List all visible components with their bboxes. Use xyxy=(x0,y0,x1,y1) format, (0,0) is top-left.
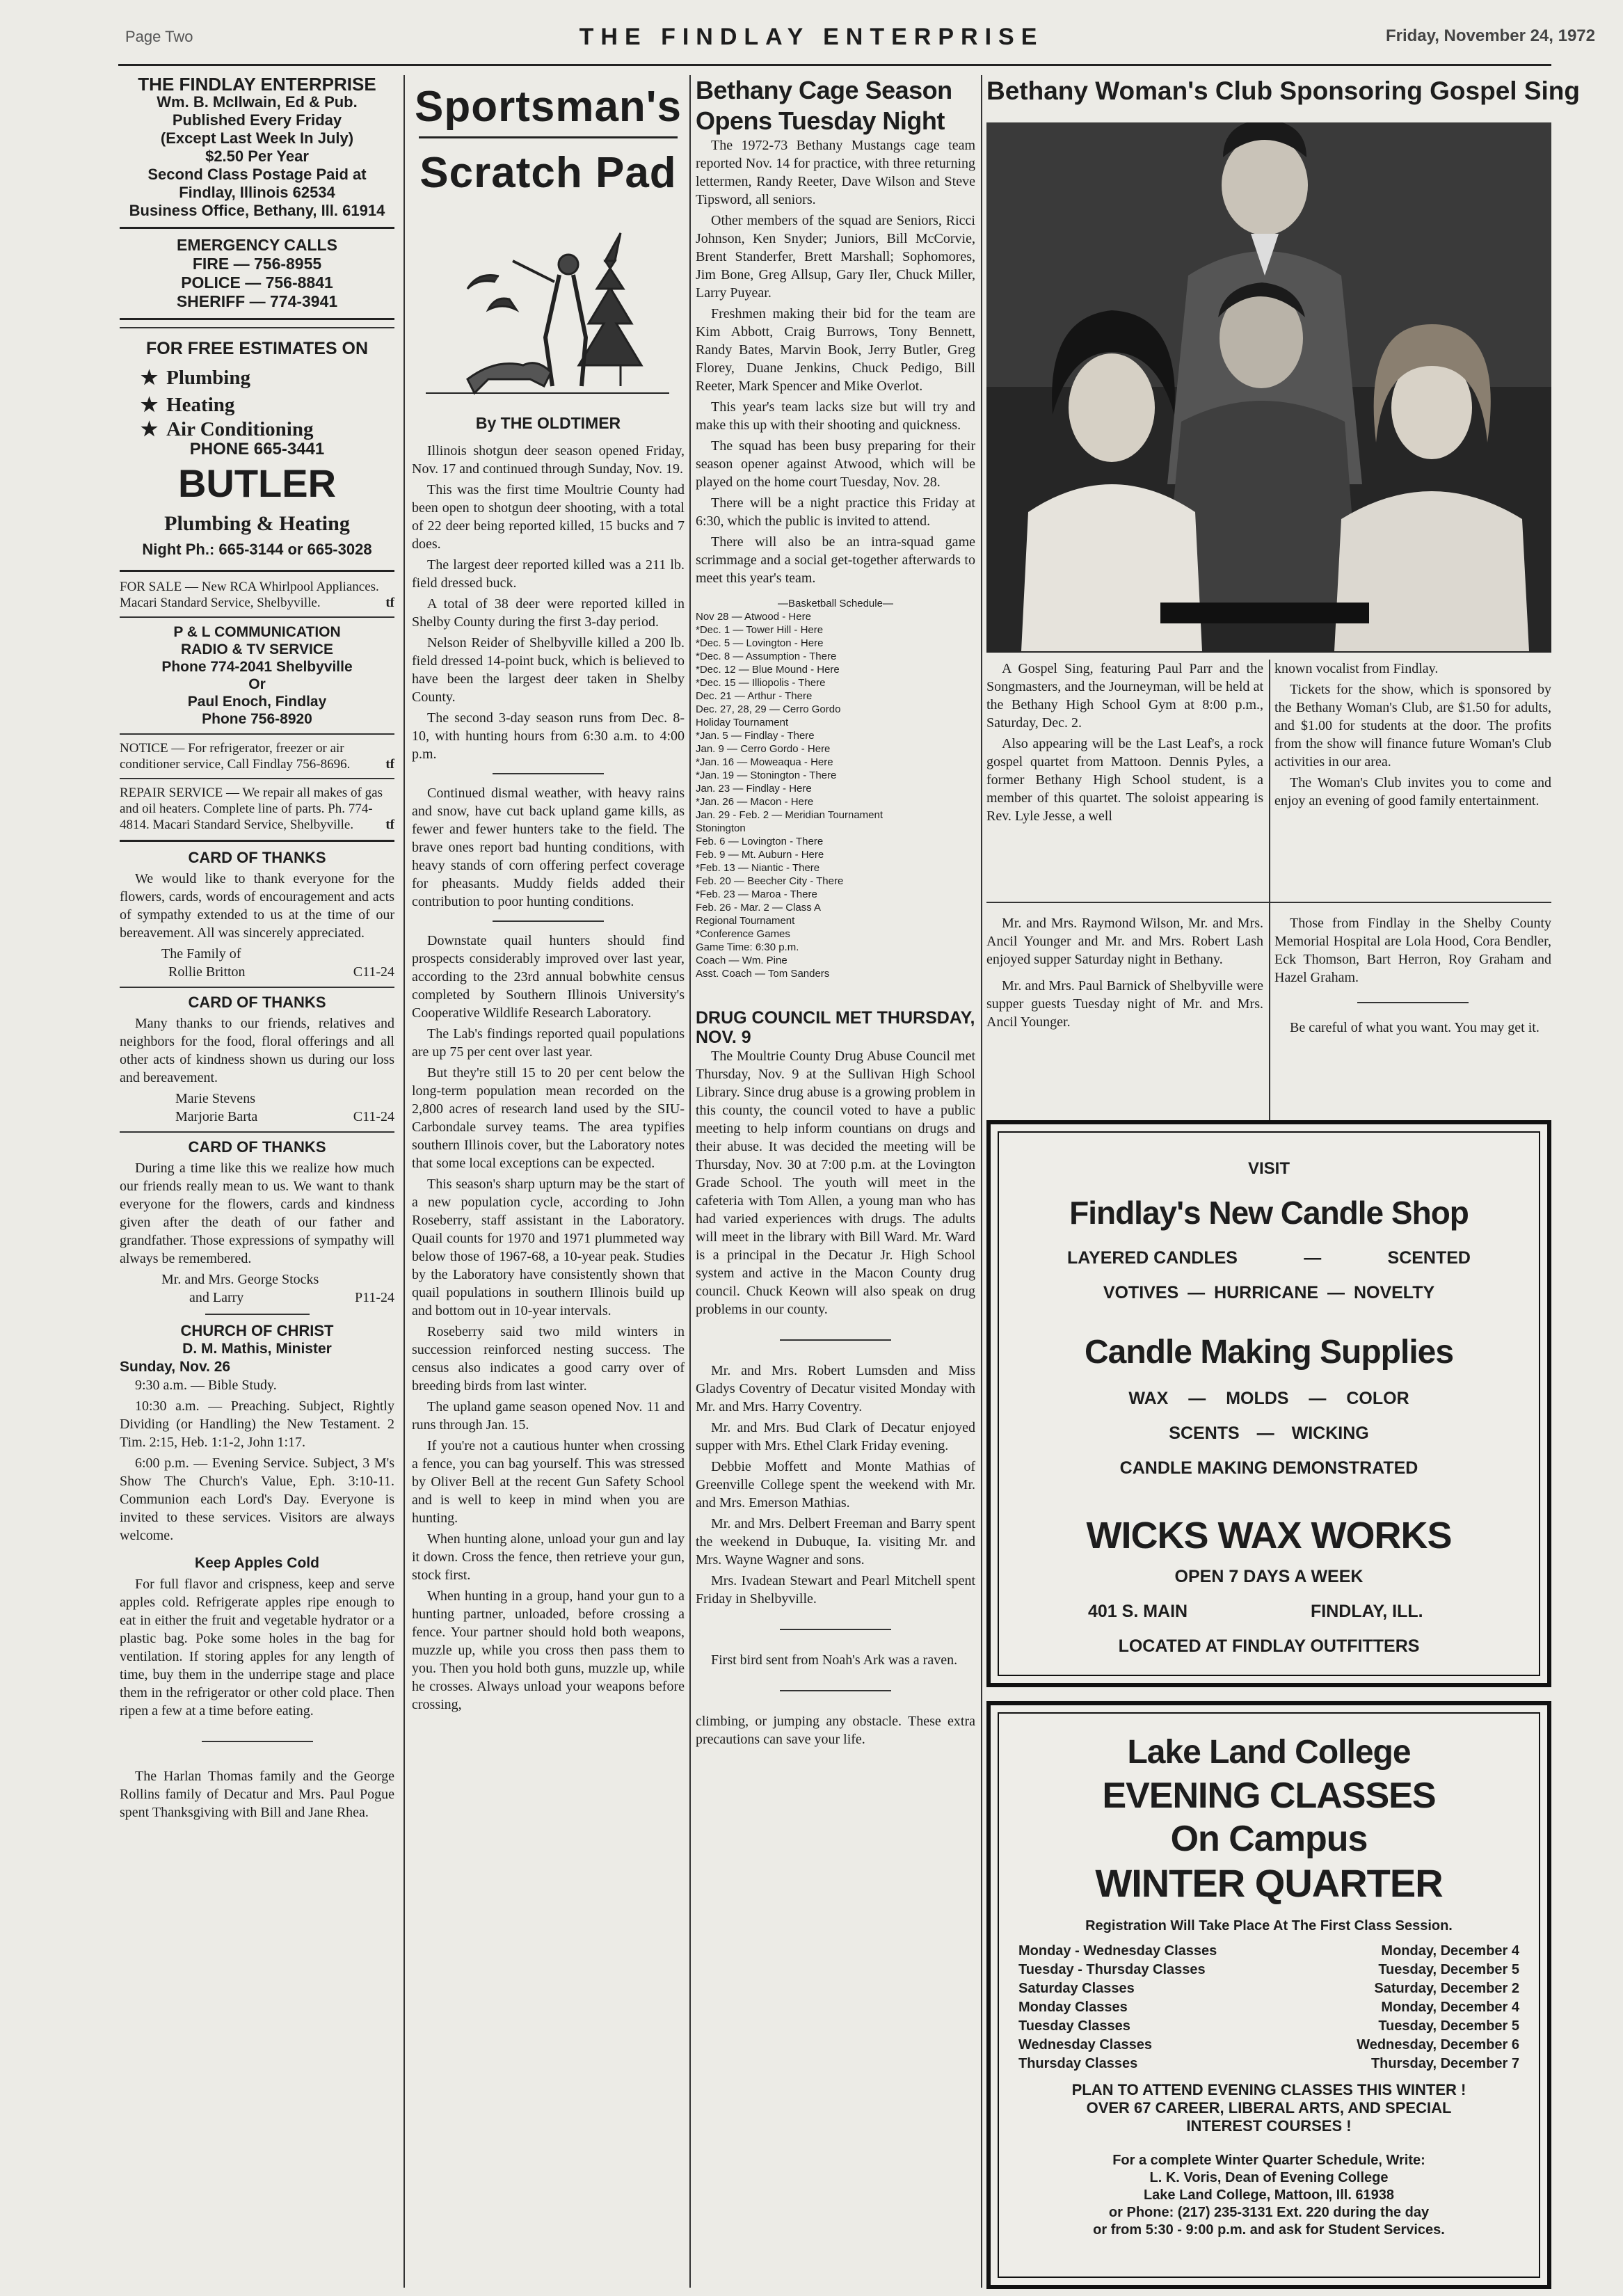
divider xyxy=(120,327,394,328)
card-sign: and Larry xyxy=(189,1290,244,1305)
apples-article xyxy=(120,1554,394,1720)
schedule-line: Holiday Tournament xyxy=(696,717,789,728)
schedule-line: Feb. 9 — Mt. Auburn - Here xyxy=(696,849,824,861)
schedule-line: Nov 28 — Atwood - Here xyxy=(696,611,811,623)
candle-shop-ad xyxy=(986,1120,1551,1687)
card-sign: Marie Stevens xyxy=(175,1091,255,1106)
paper-info-box xyxy=(120,75,394,220)
title-rule xyxy=(419,136,678,138)
class-row xyxy=(1018,1979,1519,1998)
divider xyxy=(493,920,604,922)
gospel-article-right xyxy=(1274,660,1551,813)
ad-row2: VOTIVES — HURRICANE — NOVELTY xyxy=(1103,1283,1435,1302)
page-header xyxy=(0,0,1623,77)
schedule-line: *Feb. 23 — Maroa - There xyxy=(696,888,817,900)
schedule-line: Feb. 26 - Mar. 2 — Class A xyxy=(696,902,822,914)
divider xyxy=(202,1741,313,1742)
drug-headline: DRUG COUNCIL MET THURSDAY, NOV. 9 xyxy=(696,1008,975,1047)
header-rule xyxy=(118,64,1551,66)
butler-sub: Plumbing & Heating xyxy=(164,512,350,535)
class-row xyxy=(1018,1998,1519,2017)
college-name: Lake Land College xyxy=(1127,1734,1411,1771)
schedule-line: Feb. 20 — Beecher City - There xyxy=(696,875,844,887)
class-name: Tuesday Classes xyxy=(1018,2018,1130,2034)
emergency-title: EMERGENCY CALLS xyxy=(177,236,337,254)
schedule-line: *Jan. 26 — Macon - Here xyxy=(696,796,814,808)
class-row xyxy=(1018,2017,1519,2036)
sportsman-title xyxy=(412,78,685,202)
butler-item-label: Air Conditioning xyxy=(166,418,314,440)
card-of-thanks-3 xyxy=(120,1138,394,1307)
noah-item: First bird sent from Noah's Ark was a raven. xyxy=(711,1652,958,1668)
card-code: C11-24 xyxy=(353,964,394,980)
card-code: P11-24 xyxy=(354,1290,394,1305)
college-evening: EVENING CLASSES xyxy=(1102,1776,1436,1816)
college-contact xyxy=(991,2152,1547,2239)
emergency-police: POLICE — 756-8841 xyxy=(181,273,333,292)
star-icon: ★ xyxy=(141,367,159,389)
paper-price: $2.50 Per Year xyxy=(205,148,309,165)
ad-title: Findlay's New Candle Shop xyxy=(1069,1195,1469,1231)
plan-line: PLAN TO ATTEND EVENING CLASSES THIS WINTER ! xyxy=(1071,2081,1466,2098)
social-item: Mr. and Mrs. Paul Barnick of Shelbyville were supper guests Tuesday night of Mr. and Mrs. Ancil Younger. xyxy=(986,978,1263,1030)
divider xyxy=(120,227,394,229)
divider xyxy=(120,570,394,572)
pl-title: P & L COMMUNICATION xyxy=(173,624,341,640)
class-date: Monday, December 4 xyxy=(1381,1943,1519,1959)
pl-phone: Phone 774-2041 Shelbyville xyxy=(161,659,353,675)
ad-row3: WAX — MOLDS — COLOR xyxy=(1128,1389,1409,1408)
card-body: We would like to thank everyone for the flowers, cards, words of encouragement and acts of sympathy extended to us at the time of our bereavement. All was sincerely appreciated. xyxy=(120,871,394,941)
article-paragraph: There will also be an intra-squad game scrimmage and a social get-together afterwards to meet this year's team. xyxy=(696,534,975,586)
star-icon: ★ xyxy=(141,419,159,440)
class-date: Thursday, December 7 xyxy=(1370,2056,1519,2071)
divider xyxy=(120,987,394,988)
article-paragraph: The largest deer reported killed was a 211 lb. field dressed buck. xyxy=(412,557,685,591)
schedule-line: Jan. 23 — Findlay - Here xyxy=(696,783,812,795)
for-sale-text: FOR SALE — New RCA Whirlpool Appliances. Macari Standard Service, Shelbyville. xyxy=(120,580,379,610)
article-paragraph: The Lab's findings reported quail populations are up 75 per cent over last year. xyxy=(412,1026,685,1060)
notice-text: NOTICE — For refrigerator, freezer or air conditioner service, Call Findlay 756-8696. xyxy=(120,741,351,772)
class-date: Monday, December 4 xyxy=(1381,2000,1519,2015)
article-paragraph: known vocalist from Findlay. xyxy=(1274,661,1439,676)
gospel-headline: Bethany Woman's Club Sponsoring Gospel Sing xyxy=(986,77,1581,105)
article-paragraph: This season's sharp upturn may be the start of a new population cycle, according to John Roseberry, staff assistant in the Laboratory. Quail counts for 1970 and 1971 plummeted way below those of 1967-68, a 10-year peak. Studies by the Laboratory have consistently shown that quail populations in southern Illinois build up and bottom out in 10-year intervals. xyxy=(412,1177,685,1318)
church-line: 10:30 a.m. — Preaching. Subject, Rightly Dividing (or Handling) the New Testament. 2 Tim. 2:15, Heb. 1:1-2, John 1:17. xyxy=(120,1398,394,1450)
ad-demo: CANDLE MAKING DEMONSTRATED xyxy=(1119,1458,1418,1478)
column-3 xyxy=(696,75,975,1751)
article-paragraph: The 1972-73 Bethany Mustangs cage team reported Nov. 14 for practice, with three returning lettermen, Randy Reeter, Dave Wilson and Steve Tipsword, all seniors. xyxy=(696,138,975,207)
repair-tag: tf xyxy=(385,818,394,832)
article-paragraph: A Gospel Sing, featuring Paul Parr and the Songmasters, and the Journeyman, will be held at the Bethany High School Gym at 8:00 p.m., Saturday, Dec. 2. xyxy=(986,661,1263,731)
byline: By THE OLDTIMER xyxy=(475,414,621,432)
butler-name: BUTLER xyxy=(177,461,337,505)
article-paragraph: The squad has been busy preparing for their season opener against Atwood, which will be played on the home court Tuesday, Nov. 28. xyxy=(696,438,975,490)
repair-ad xyxy=(120,785,394,833)
article-paragraph: When hunting in a group, hand your gun to a hunting partner, unloaded, before crossing a fence. Your partner should hold both weapons, muzzle up, while you cross then pass them to you. Then you hold both guns, muzzle up, while he crosses. Always unload your weapons before crossing, xyxy=(412,1588,685,1712)
card-title: CARD OF THANKS xyxy=(188,994,326,1011)
social-item: Those from Findlay in the Shelby County Memorial Hospital are Lola Hood, Cora Bendler, Eck Thomson, Bart Herron, Roy Graham and Hazel Graham. xyxy=(1274,916,1551,985)
gospel-photo xyxy=(986,122,1551,653)
pl-communication-ad xyxy=(120,623,394,728)
butler-item-label: Heating xyxy=(166,394,235,416)
hunter-illustration xyxy=(412,205,685,407)
article-paragraph: A total of 38 deer were reported killed in Shelby County during the first 3-day period. xyxy=(412,596,685,630)
for-sale-ad xyxy=(120,579,394,611)
card-of-thanks-2 xyxy=(120,994,394,1126)
schedule-line: *Dec. 8 — Assumption - There xyxy=(696,651,837,662)
article-paragraph: But they're still 15 to 20 per cent below the long-term population mean recorded on the 2,800 acres of research land used by the SIU-Carbondale survey teams. The area typifies southern Illinois cover, but the Laboratory notes that some local exceptions can be expected. xyxy=(412,1065,685,1171)
divider xyxy=(120,840,394,842)
article-paragraph: The Woman's Club invites you to come and enjoy an evening of good family entertainment. xyxy=(1274,775,1551,808)
social-item: Mr. and Mrs. Robert Lumsden and Miss Gladys Coventry of Decatur visited Monday with Mr. and Mrs. Harry Coventry. xyxy=(696,1363,975,1414)
class-name: Wednesday Classes xyxy=(1018,2037,1152,2052)
church-line: 6:00 p.m. — Evening Service. Subject, 3 M's Show The Church's Value, Eph. 3:10-11. Communion each Lord's Day. Everyone is invited to these services. Visitors are always welcome. xyxy=(120,1456,394,1543)
church-minister: D. M. Mathis, Minister xyxy=(182,1341,332,1357)
divider xyxy=(1357,1002,1469,1003)
paper-postage: Second Class Postage Paid at xyxy=(147,166,367,183)
social-item: Mr. and Mrs. Raymond Wilson, Mr. and Mrs. Ancil Younger and Mr. and Mrs. Robert Lash enjoyed supper Saturday night in Bethany. xyxy=(986,916,1263,967)
article-paragraph: Tickets for the show, which is sponsored by the Bethany Woman's Club, are $1.50 for adults, and $1.00 for students at the door. The profits from the show will finance future Woman's Club activities in our area. xyxy=(1274,682,1551,770)
ad-dash: — xyxy=(1304,1248,1322,1268)
church-title: CHURCH OF CHRIST xyxy=(180,1322,334,1339)
card-of-thanks-1 xyxy=(120,849,394,981)
class-date: Wednesday, December 6 xyxy=(1357,2037,1519,2052)
plan-line: INTEREST COURSES ! xyxy=(1186,2117,1352,2135)
pl-phone2: Phone 756-8920 xyxy=(202,711,312,727)
schedule-line: Coach — Wm. Pine xyxy=(696,955,787,966)
column-1 xyxy=(120,75,394,1824)
class-row xyxy=(1018,1961,1519,1979)
article-paragraph: Freshmen making their bid for the team are Kim Abbott, Craig Burrows, Tony Bennett, Randy Bates, Marvin Book, Jerry Butler, Greg Florey, Duane Jenkins, Chuck Pedigo, Bill Reeter, Mark Spencer and Mike Overlot. xyxy=(696,306,975,394)
butler-ad-title: FOR FREE ESTIMATES ON xyxy=(146,339,368,358)
divider xyxy=(120,778,394,779)
basketball-schedule xyxy=(696,610,975,980)
pl-service: RADIO & TV SERVICE xyxy=(181,641,333,657)
butler-item-air xyxy=(141,419,394,440)
title-line-2: Scratch Pad xyxy=(419,149,677,197)
church-date: Sunday, Nov. 26 xyxy=(120,1359,231,1375)
paper-exception: (Except Last Week In July) xyxy=(160,129,354,147)
masthead: THE FINDLAY ENTERPRISE xyxy=(579,24,1044,50)
apples-title: Keep Apples Cold xyxy=(195,1555,319,1571)
star-icon: ★ xyxy=(141,394,159,416)
harlan-item: The Harlan Thomas family and the George Rollins family of Decatur and Mrs. Paul Pogue spent Thanksgiving with Bill and Jane Rhea. xyxy=(120,1769,394,1820)
class-name: Monday - Wednesday Classes xyxy=(1018,1943,1217,1959)
article-paragraph: Also appearing will be the Last Leaf's, a rock gospel quartet from Mattoon. Dennis Pyles, a former Bethany High School student, is a member of this quartet. The soloist appearing is Rev. Lyle Jesse, a well xyxy=(986,736,1263,824)
college-registration: Registration Will Take Place At The First Class Session. xyxy=(1085,1918,1453,1934)
plan-line: OVER 67 CAREER, LIBERAL ARTS, AND SPECIAL xyxy=(1086,2099,1452,2116)
card-sign: Rollie Britton xyxy=(168,964,246,980)
schedule-line: Stonington xyxy=(696,822,746,834)
schedule-line: *Dec. 15 — Illiopolis - There xyxy=(696,677,826,689)
ad-visit: VISIT xyxy=(1247,1159,1290,1178)
card-sign: The Family of xyxy=(161,946,241,962)
divider xyxy=(493,773,604,774)
notice-ad xyxy=(120,740,394,772)
social-item: Mr. and Mrs. Bud Clark of Decatur enjoyed supper with Mrs. Ethel Clark Friday evening. xyxy=(696,1420,975,1453)
gospel-article-left xyxy=(986,660,1263,828)
contact-line: Lake Land College, Mattoon, Ill. 61938 xyxy=(1143,2187,1395,2203)
ad-location: LOCATED AT FINDLAY OUTFITTERS xyxy=(1118,1636,1420,1656)
church-line: 9:30 a.m. — Bible Study. xyxy=(135,1378,277,1393)
social-item: Debbie Moffett and Monte Mathias of Greenville College spent the weekend with Mr. and Mrs. Emerson Mathias. xyxy=(696,1459,975,1510)
schedule-line: *Dec. 5 — Lovington - Here xyxy=(696,637,824,649)
butler-phone: PHONE 665-3441 xyxy=(189,440,325,459)
social-left xyxy=(986,914,1263,1034)
schedule-line: *Jan. 5 — Findlay - There xyxy=(696,730,815,742)
schedule-line: Game Time: 6:30 p.m. xyxy=(696,941,799,953)
emergency-fire: FIRE — 756-8955 xyxy=(192,255,322,273)
social-right xyxy=(1274,914,1551,1039)
ad-address: 401 S. MAIN xyxy=(1088,1602,1188,1621)
social-item: Mrs. Ivadean Stewart and Pearl Mitchell spent Friday in Shelbyville. xyxy=(696,1573,975,1607)
divider xyxy=(780,1629,891,1630)
divider xyxy=(120,318,394,320)
column-rule xyxy=(689,75,691,2288)
drug-body: The Moultrie County Drug Abuse Council met Thursday, Nov. 9 at the Sullivan High School Library. Since drug abuse is a growing problem in this county, the council voted to have a public meeting to help inform countians on drugs and their abuse. It was decided the meeting will be Thursday, Nov. 30 at 7:00 p.m. at the Lovington Grade School. The youth will meet in the cafeteria with Tom Allen, a young man who has had varied experiences with drugs. The adults will meet in the library with Bill Ward. Mr. Ward is a principal in the Decatur Jr. High School system and active in the Macon County drug council. Chuck Keown will also speak on drug problems in our county. xyxy=(696,1049,975,1317)
card-code: C11-24 xyxy=(353,1109,394,1124)
card-sign: Marjorie Barta xyxy=(175,1109,258,1124)
class-row xyxy=(1018,2036,1519,2055)
schedule-line: Dec. 27, 28, 29 — Cerro Gordo xyxy=(696,703,841,715)
card-body: Many thanks to our friends, relatives and neighbors for the food, floral offerings and all other acts of kindness shown us during our loss and bereavement. xyxy=(120,1016,394,1085)
schedule-title: —Basketball Schedule— xyxy=(778,598,893,609)
divider xyxy=(120,616,394,618)
schedule-line: *Jan. 16 — Moweaqua - Here xyxy=(696,756,833,768)
paper-editor: Wm. B. McIlwain, Ed & Pub. xyxy=(157,93,358,111)
article-paragraph: There will be a night practice this Friday at 6:30, which the public is invited to attend. xyxy=(696,495,975,529)
article-paragraph: This was the first time Moultrie County had been open to shotgun deer shooting, with a total of 22 deer being reported killed, 15 bucks and 7 does. xyxy=(412,482,685,552)
schedule-line: *Jan. 19 — Stonington - There xyxy=(696,770,837,781)
pl-or: Or xyxy=(248,676,266,692)
card-title: CARD OF THANKS xyxy=(188,849,326,866)
article-paragraph: Illinois shotgun deer season opened Friday, Nov. 17 and continued through Sunday, Nov. 19. xyxy=(412,443,685,477)
notice-tag: tf xyxy=(385,757,394,772)
column-rule xyxy=(981,75,982,2288)
issue-date: Friday, November 24, 1972 xyxy=(1385,26,1595,45)
card-title: CARD OF THANKS xyxy=(188,1138,326,1156)
card-body: During a time like this we realize how much our friends really mean to us. We want to thank everyone for the flowers, cards and kindness given after the death of our father and grandfather. Those expressions of sympathy will always be remembered. xyxy=(120,1161,394,1266)
article-paragraph: If you're not a cautious hunter when crossing a fence, you can bag yourself. This was stressed by Oliver Bell at the recent Gun Safety School and is well to keep in mind when you are hunting. xyxy=(412,1438,685,1526)
college-plan xyxy=(991,2081,1547,2135)
divider xyxy=(780,1339,891,1341)
college-schedule xyxy=(1018,1942,1519,2073)
schedule-line: Jan. 9 — Cerro Gordo - Here xyxy=(696,743,831,755)
church-notice xyxy=(120,1322,394,1545)
class-name: Monday Classes xyxy=(1018,2000,1128,2015)
pl-enoch: Paul Enoch, Findlay xyxy=(187,694,327,710)
class-date: Tuesday, December 5 xyxy=(1378,2018,1519,2034)
article-paragraph: Continued dismal weather, with heavy rains and snow, have cut back upland game kills, as fewer and fewer hunters take to the field. The brave ones report bad hunting conditions, with heavy stands of corn offering perfect coverage for pheasants. Muddy fields added their contribution to poor hunting conditions. xyxy=(412,786,685,909)
card-sign: Mr. and Mrs. George Stocks xyxy=(161,1272,319,1287)
class-name: Thursday Classes xyxy=(1018,2056,1138,2071)
contact-line: For a complete Winter Quarter Schedule, Write: xyxy=(1112,2153,1425,2168)
class-date: Tuesday, December 5 xyxy=(1378,1962,1519,1977)
ad-item: SCENTED xyxy=(1387,1248,1471,1268)
title-line-1: Sportsman's xyxy=(414,83,682,131)
divider xyxy=(780,1690,891,1691)
article-paragraph: Nelson Reider of Shelbyville killed a 200 lb. field dressed 14-point buck, which is believed to have been the largest deer taken in Shelby County. xyxy=(412,635,685,705)
emergency-box xyxy=(120,236,394,311)
ad-hours: OPEN 7 DAYS A WEEK xyxy=(1174,1567,1364,1586)
paper-name: THE FINDLAY ENTERPRISE xyxy=(138,74,376,95)
article-paragraph: Roseberry said two mild winters in succession reinforced nesting success. The census also indicates a good carry over of breeding birds from last winter. xyxy=(412,1324,685,1394)
column-rule xyxy=(403,75,405,2288)
schedule-line: Regional Tournament xyxy=(696,915,795,927)
schedule-line: Dec. 21 — Arthur - There xyxy=(696,690,813,702)
paper-office: Business Office, Bethany, Ill. 61914 xyxy=(129,202,385,219)
butler-night: Night Ph.: 665-3144 or 665-3028 xyxy=(142,541,372,558)
contact-line: or from 5:30 - 9:00 p.m. and ask for Student Services. xyxy=(1093,2222,1445,2238)
class-name: Tuesday - Thursday Classes xyxy=(1018,1962,1206,1977)
divider xyxy=(120,1131,394,1133)
continued-text: climbing, or jumping any obstacle. These extra precautions can save your life. xyxy=(696,1714,975,1747)
ad-business-name: WICKS WAX WORKS xyxy=(1086,1515,1452,1556)
contact-line: L. K. Voris, Dean of Evening College xyxy=(1149,2170,1389,2185)
column-2 xyxy=(412,75,685,1716)
butler-ad xyxy=(120,340,394,559)
apples-body: For full flavor and crispness, keep and serve apples cold. Refrigerate apples ripe enough to eat in either the fruit and vegetable hydrator or a plastic bag. Poke some holes in the bag for ventilation. If storing apples for any length of time, buy them in the underripe stage and place them in the refrigerator or other cold place. Then ripen a few at a time before eating. xyxy=(120,1577,394,1719)
cage-headline: Bethany Cage Season Opens Tuesday Night xyxy=(696,76,952,135)
class-row xyxy=(1018,1942,1519,1961)
schedule-line: *Conference Games xyxy=(696,928,790,940)
article-paragraph: Downstate quail hunters should find prospects considerably improved over last year, according to the 23rd annual bobwhite census completed by Southern Illinois University's Cooperative Wildlife Research Laboratory. xyxy=(412,933,685,1021)
article-paragraph: This year's team lacks size but will try and make this up with their shooting and quickness. xyxy=(696,399,975,433)
article-paragraph: The second 3-day season runs from Dec. 8-10, with hunting hours from 6:30 a.m. to 4:00 p.m. xyxy=(412,710,685,762)
ad-city: FINDLAY, ILL. xyxy=(1311,1602,1423,1621)
schedule-line: *Dec. 12 — Blue Mound - Here xyxy=(696,664,840,676)
paper-city: Findlay, Illinois 62534 xyxy=(179,184,335,201)
schedule-line: Asst. Coach — Tom Sanders xyxy=(696,968,830,980)
photo-image xyxy=(986,122,1551,653)
ad-row4: SCENTS — WICKING xyxy=(1169,1424,1369,1443)
butler-item-plumbing xyxy=(141,365,394,392)
article-paragraph: Other members of the squad are Seniors, Ricci Johnson, Ken Snyder; Juniors, Bill McCorvie, Brent Standerfer, Brett Marshall; Sophomores, Jim Bone, Greg Allsup, Gary Iler, Chuck Miller, Larry Puyear. xyxy=(696,213,975,301)
schedule-line: Jan. 29 - Feb. 2 — Meridian Tournament xyxy=(696,809,884,821)
contact-line: or Phone: (217) 235-3131 Ext. 220 during the day xyxy=(1108,2205,1430,2220)
repair-text: REPAIR SERVICE — We repair all makes of gas and oil heaters. Complete line of parts. Ph. 774-4814. Macari Standard Service, Shelbyville. xyxy=(120,786,383,832)
divider xyxy=(205,1314,310,1315)
ad-supplies: Candle Making Supplies xyxy=(1084,1334,1454,1371)
paper-published: Published Every Friday xyxy=(172,111,342,129)
class-name: Saturday Classes xyxy=(1018,1981,1135,1996)
schedule-line: *Dec. 1 — Tower Hill - Here xyxy=(696,624,824,636)
section-rule xyxy=(986,902,1551,903)
ad-item: LAYERED CANDLES xyxy=(1067,1248,1238,1268)
schedule-line: *Feb. 13 — Niantic - There xyxy=(696,862,820,874)
article-paragraph: When hunting alone, unload your gun and lay it down. Cross the fence, then retrieve your gun, stock first. xyxy=(412,1531,685,1583)
class-date: Saturday, December 2 xyxy=(1374,1981,1519,1996)
butler-item-label: Plumbing xyxy=(166,367,250,389)
emergency-sheriff: SHERIFF — 774-3941 xyxy=(176,292,338,310)
class-row xyxy=(1018,2055,1519,2073)
butler-item-heating xyxy=(141,392,394,419)
article-paragraph: The upland game season opened Nov. 11 and runs through Jan. 15. xyxy=(412,1399,685,1433)
page-label: Page Two xyxy=(125,28,193,45)
college-campus: On Campus xyxy=(1170,1819,1368,1859)
for-sale-tag: tf xyxy=(385,596,394,610)
ad-row1 xyxy=(1067,1248,1471,1268)
social-item: Mr. and Mrs. Delbert Freeman and Barry spent the weekend in Dubuque, Ia. visiting Mr. and Mrs. Wayne Wagner and sons. xyxy=(696,1516,975,1568)
divider xyxy=(120,733,394,735)
social-item: Be careful of what you want. You may get it. xyxy=(1290,1020,1540,1035)
lake-land-college-ad xyxy=(986,1701,1551,2289)
college-quarter: WINTER QUARTER xyxy=(1095,1861,1443,1905)
schedule-line: Feb. 6 — Lovington - There xyxy=(696,836,824,847)
